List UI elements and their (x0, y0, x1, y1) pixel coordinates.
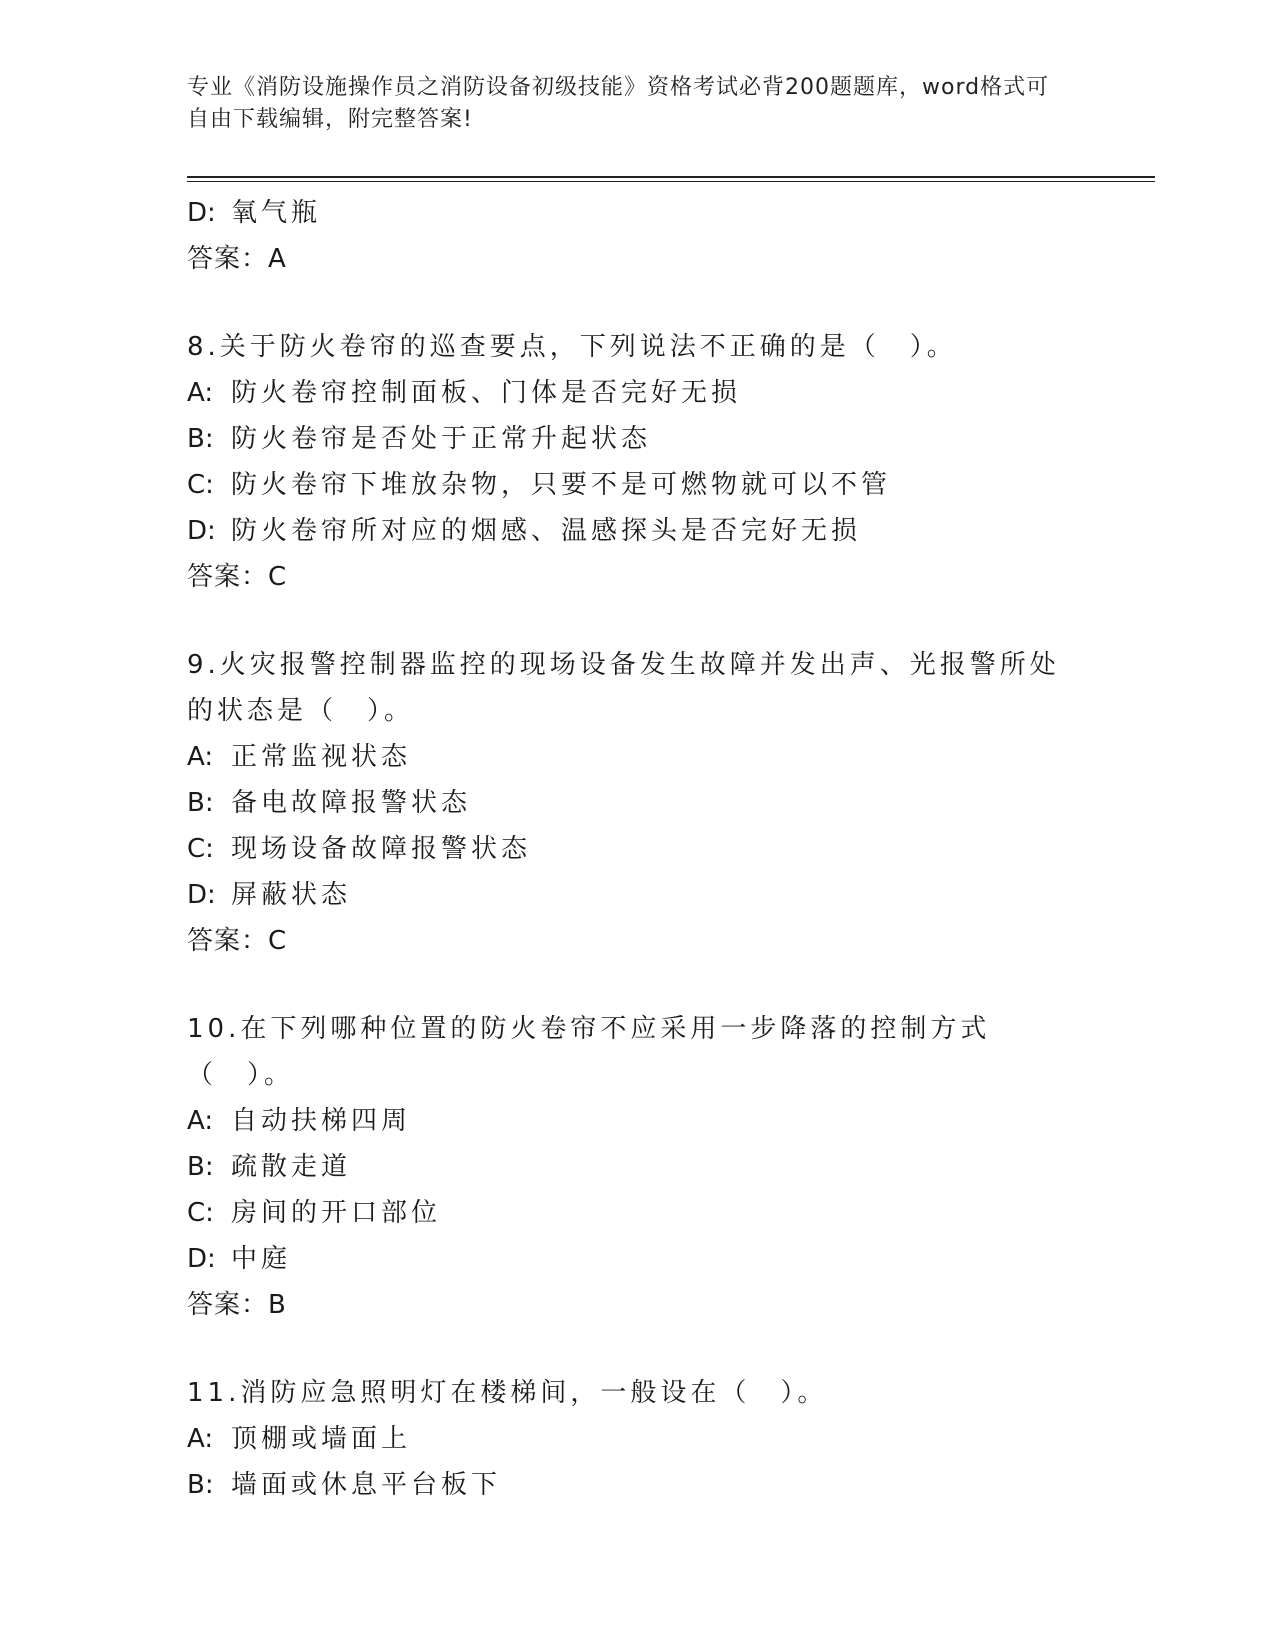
option-label: D: (187, 516, 216, 546)
option-label: C: (187, 1198, 214, 1228)
option-row (187, 826, 1147, 872)
option-row (187, 1190, 1147, 1236)
option-row (187, 1416, 1147, 1462)
option-text: 防火卷帘是否处于正常升起状态 (231, 424, 652, 454)
option-row (187, 370, 1147, 416)
header-rule-thick (187, 176, 1155, 178)
option-label: B: (187, 1152, 214, 1182)
option-row (187, 1236, 1147, 1282)
question-block (187, 1370, 1147, 1508)
option-label: C: (187, 834, 214, 864)
option-text: 顶棚或墙面上 (231, 1424, 412, 1454)
option-text: 墙面或休息平台板下 (231, 1470, 502, 1500)
question-stem: 8.关于防火卷帘的巡查要点，下列说法不正确的是（ ）。 (187, 332, 957, 362)
option-label: B: (187, 788, 214, 818)
option-label: C: (187, 470, 214, 500)
option-text: 防火卷帘控制面板、门体是否完好无损 (231, 378, 742, 408)
header-rule-thin (187, 181, 1155, 182)
option-label: A: (187, 742, 214, 772)
option-text: 中庭 (231, 1244, 292, 1274)
option-row (187, 734, 1147, 780)
option-label: D: (187, 198, 216, 228)
question-stem: 10.在下列哪种位置的防火卷帘不应采用一步降落的控制方式（ ）。 (187, 1014, 991, 1090)
option-text: 自动扶梯四周 (231, 1106, 412, 1136)
question-block (187, 1006, 1147, 1328)
question-block (187, 324, 1147, 600)
option-text: 房间的开口部位 (231, 1198, 442, 1228)
option-d-row (187, 190, 1147, 236)
option-label: A: (187, 1424, 214, 1454)
answer-line: 答案：A (187, 244, 287, 274)
answer-line: 答案：C (187, 562, 288, 592)
option-row (187, 462, 1147, 508)
option-row (187, 780, 1147, 826)
page-header: 专业《消防设施操作员之消防设备初级技能》资格考试必背200题题库，word格式可自由下载编辑，附完整答案! (187, 75, 1050, 132)
answer-line: 答案：B (187, 1290, 287, 1320)
answer-line: 答案：C (187, 926, 288, 956)
option-row (187, 1144, 1147, 1190)
option-label: B: (187, 1470, 214, 1500)
option-label: B: (187, 424, 214, 454)
option-label: D: (187, 880, 216, 910)
option-label: A: (187, 378, 214, 408)
option-text: 疏散走道 (231, 1152, 352, 1182)
option-row (187, 416, 1147, 462)
option-label: D: (187, 1244, 216, 1274)
question-block (187, 642, 1147, 964)
option-label: A: (187, 1106, 214, 1136)
option-text: 屏蔽状态 (231, 880, 352, 910)
option-text: 正常监视状态 (231, 742, 412, 772)
option-row (187, 1098, 1147, 1144)
option-row (187, 508, 1147, 554)
option-text: 备电故障报警状态 (231, 788, 472, 818)
option-text: 氧气瓶 (231, 198, 322, 228)
option-row (187, 1462, 1147, 1508)
question-stem: 11.消防应急照明灯在楼梯间，一般设在（ ）。 (187, 1378, 828, 1408)
question-content (187, 190, 1147, 1508)
option-text: 现场设备故障报警状态 (231, 834, 532, 864)
option-row (187, 872, 1147, 918)
question-stem: 9.火灾报警控制器监控的现场设备发生故障并发出声、光报警所处的状态是（ ）。 (187, 650, 1060, 726)
option-text: 防火卷帘所对应的烟感、温感探头是否完好无损 (231, 516, 862, 546)
option-text: 防火卷帘下堆放杂物，只要不是可燃物就可以不管 (231, 470, 892, 500)
